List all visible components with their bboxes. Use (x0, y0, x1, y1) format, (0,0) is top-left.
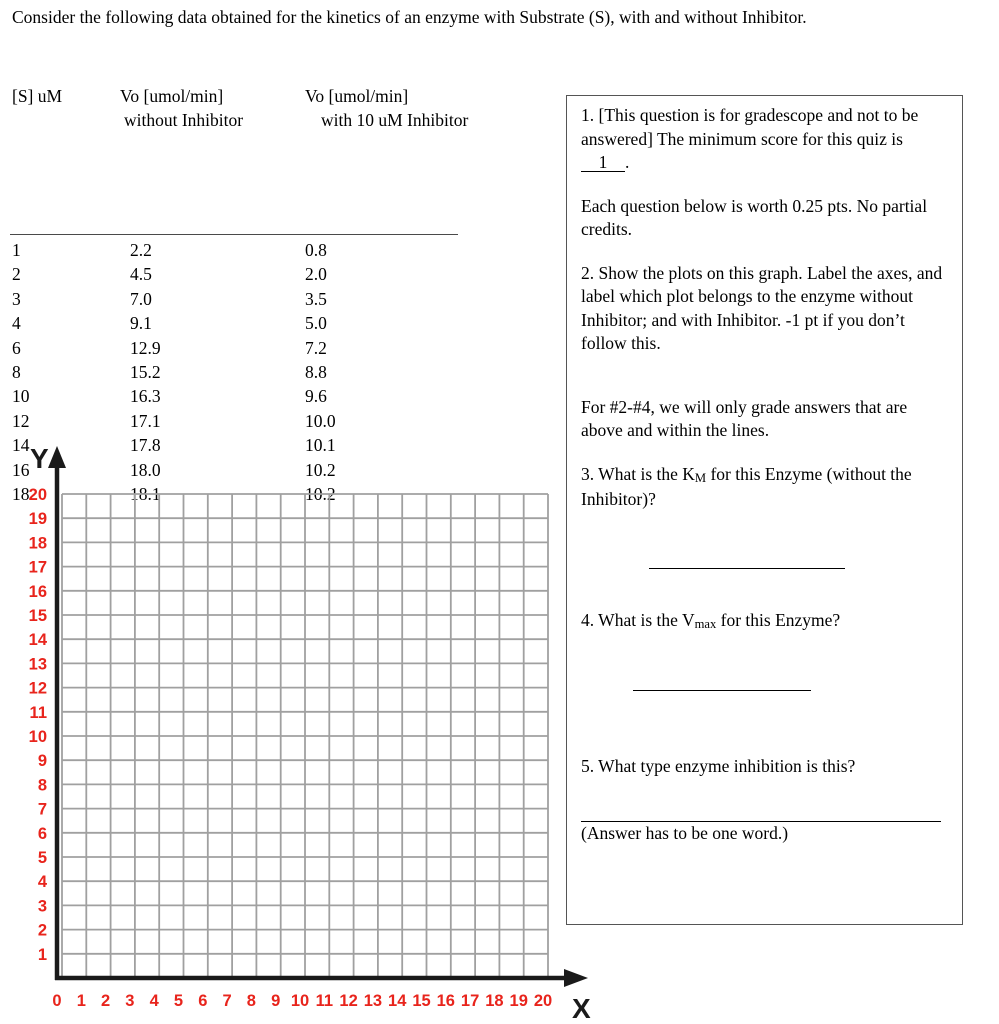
table-cell-vo-with-inhibitor: 10.2 (305, 459, 336, 480)
y-axis-tick-label: 5 (37, 849, 47, 867)
y-axis-tick-label: 7 (37, 800, 47, 819)
table-cell-vo-without-inhibitor: 16.3 (130, 386, 161, 407)
table-cell-vo-with-inhibitor: 10.1 (305, 435, 336, 456)
graph-svg (0, 440, 600, 1024)
table-cell-vo-without-inhibitor: 17.1 (130, 410, 161, 431)
table-header-substrate-line1: [S] uM (12, 86, 63, 106)
x-axis-tick-label: 8 (246, 992, 256, 1010)
y-axis-tick-label: 17 (28, 558, 47, 577)
question-4-text-pre: 4. What is the V (581, 609, 695, 630)
table-cell-vo-with-inhibitor: 5.0 (305, 313, 327, 334)
table-header-row (12, 84, 532, 140)
y-axis-tick-label: 2 (37, 921, 47, 940)
x-axis-tick-labels (52, 992, 552, 1010)
table-cell-vo-with-inhibitor: 7.2 (305, 337, 327, 358)
table-cell-substrate: 18 (12, 483, 30, 504)
table-cell-substrate: 12 (12, 410, 30, 431)
table-cell-substrate: 16 (12, 459, 30, 480)
table-cell-vo-without-inhibitor: 18.1 (130, 483, 161, 504)
grading-note: For #2-#4, we will only grade answers that are above and within the lines. (581, 396, 908, 440)
y-axis-tick-label: 19 (28, 510, 47, 529)
kinetics-data-table (12, 84, 532, 504)
table-header-vo-without-inhibitor-line2: without Inhibitor (124, 110, 244, 130)
question-1 (581, 104, 948, 175)
x-axis-tick-label: 17 (460, 992, 480, 1010)
table-cell-substrate: 2 (12, 264, 21, 285)
table-cell-substrate: 6 (12, 337, 21, 358)
y-axis-tick-label: 15 (28, 607, 47, 625)
table-cell-vo-with-inhibitor: 0.8 (305, 240, 327, 260)
question-1-text: 1. [This question is for gradescope and not to be answered] The minimum score for this quiz is (581, 105, 919, 149)
table-cell-vo-with-inhibitor: 10.2 (305, 483, 336, 504)
question-1-period: . (625, 152, 630, 172)
x-axis-tick-label: 20 (533, 992, 553, 1010)
table-header-vo-with-inhibitor (305, 84, 468, 132)
x-axis-tick-label: 3 (125, 992, 135, 1010)
table-cell-vo-without-inhibitor: 15.2 (130, 361, 161, 382)
table-header-vo-without-inhibitor (120, 84, 243, 132)
table-cell-vo-without-inhibitor: 7.0 (130, 288, 152, 309)
y-axis-tick-label: 14 (28, 631, 47, 650)
question-3-text-post: for this Enzyme (without the Inhibitor)? (581, 463, 912, 509)
x-axis-tick-label: 15 (412, 992, 431, 1010)
x-axis-tick-label: 0 (52, 992, 62, 1010)
y-axis-title: Y (30, 443, 49, 474)
table-cell-vo-without-inhibitor: 9.1 (130, 313, 152, 334)
x-axis-tick-label: 1 (76, 992, 86, 1010)
table-cell-vo-with-inhibitor: 9.6 (305, 386, 327, 407)
question-4-text-post: for this Enzyme? (716, 609, 841, 630)
table-cell-vo-with-inhibitor: 8.8 (305, 361, 327, 382)
y-axis-tick-label: 1 (37, 945, 47, 964)
x-axis-arrowhead (564, 969, 588, 987)
table-header-substrate (12, 84, 62, 108)
table-header-vo-with-inhibitor-line2: with 10 uM Inhibitor (321, 110, 469, 130)
table-cell-substrate: 4 (12, 313, 21, 334)
table-header-vo-with-inhibitor-line1: Vo [umol/min] (305, 86, 409, 106)
question-1-answer-blank[interactable]: 1 (581, 153, 625, 172)
grid-lines (62, 494, 548, 978)
x-axis-tick-label: 13 (363, 992, 383, 1010)
table-cell-vo-without-inhibitor: 2.2 (130, 240, 152, 260)
points-note: Each question below is worth 0.25 pts. No partial credits. (581, 195, 928, 239)
x-axis-tick-label: 10 (290, 992, 310, 1010)
x-axis-tick-label: 16 (436, 992, 455, 1010)
table-cell-vo-with-inhibitor: 10.0 (305, 410, 336, 431)
table-cell-vo-without-inhibitor: 18.0 (130, 459, 161, 480)
y-axis-tick-label: 8 (37, 776, 47, 795)
x-axis-tick-label: 19 (509, 992, 528, 1010)
table-cell-vo-without-inhibitor: 4.5 (130, 264, 152, 285)
intro-paragraph: Consider the following data obtained for the kinetics of an enzyme with Substrate (S), with and without Inhibitor. (12, 7, 807, 27)
y-axis-tick-label: 9 (37, 752, 47, 771)
y-axis-tick-label: 12 (28, 679, 47, 698)
question-5: 5. What type enzyme inhibition is this? (581, 756, 856, 776)
x-axis-tick-label: 18 (485, 992, 504, 1010)
y-axis-tick-label: 6 (37, 824, 47, 843)
table-cell-substrate: 1 (12, 240, 21, 260)
table-cell-substrate: 10 (12, 386, 30, 407)
x-axis-tick-label: 11 (315, 992, 334, 1010)
question-3-text-pre: 3. What is the K (581, 463, 695, 484)
table-cell-vo-with-inhibitor: 3.5 (305, 288, 327, 309)
x-axis-tick-label: 2 (101, 992, 111, 1010)
question-2: 2. Show the plots on this graph. Label the axes, and label which plot belongs to the enzyme without Inhibitor; and with Inhibitor. -1 pt if you don’t follow this. (581, 262, 943, 353)
x-axis-title: X (572, 993, 591, 1024)
table-cell-substrate: 14 (12, 435, 30, 456)
y-axis-tick-labels (29, 486, 48, 964)
table-header-divider (10, 234, 458, 235)
y-axis-tick-label: 10 (28, 728, 47, 746)
question-4 (581, 609, 948, 635)
y-axis-tick-label: 4 (37, 873, 47, 892)
table-cell-substrate: 3 (12, 288, 21, 309)
question-3 (581, 463, 948, 512)
question-box (566, 95, 963, 925)
table-cell-substrate: 8 (12, 361, 21, 382)
x-axis-tick-label: 14 (388, 992, 407, 1010)
x-axis-tick-label: 4 (149, 992, 159, 1010)
graph-paper (0, 440, 600, 1024)
question-3-subscript: M (694, 471, 707, 486)
y-axis-tick-label: 20 (28, 486, 47, 504)
y-axis-tick-label: 11 (29, 703, 47, 722)
table-header-vo-without-inhibitor-line1: Vo [umol/min] (120, 86, 224, 106)
x-axis-tick-label: 12 (339, 992, 358, 1010)
y-axis-tick-label: 13 (28, 655, 47, 674)
x-axis-tick-label: 7 (222, 992, 232, 1010)
question-5-note: (Answer has to be one word.) (581, 822, 789, 843)
y-axis-tick-label: 18 (28, 534, 47, 553)
x-axis-tick-label: 5 (173, 992, 184, 1010)
y-axis-arrowhead (48, 446, 66, 468)
table-cell-vo-without-inhibitor: 17.8 (130, 435, 161, 456)
table-cell-vo-with-inhibitor: 2.0 (305, 264, 327, 285)
x-axis-tick-label: 9 (271, 992, 281, 1010)
table-cell-vo-without-inhibitor: 12.9 (130, 337, 161, 358)
x-axis-tick-label: 6 (198, 992, 208, 1010)
y-axis-tick-label: 3 (37, 897, 47, 916)
question-4-subscript: max (694, 617, 717, 632)
y-axis-tick-label: 16 (28, 582, 47, 601)
